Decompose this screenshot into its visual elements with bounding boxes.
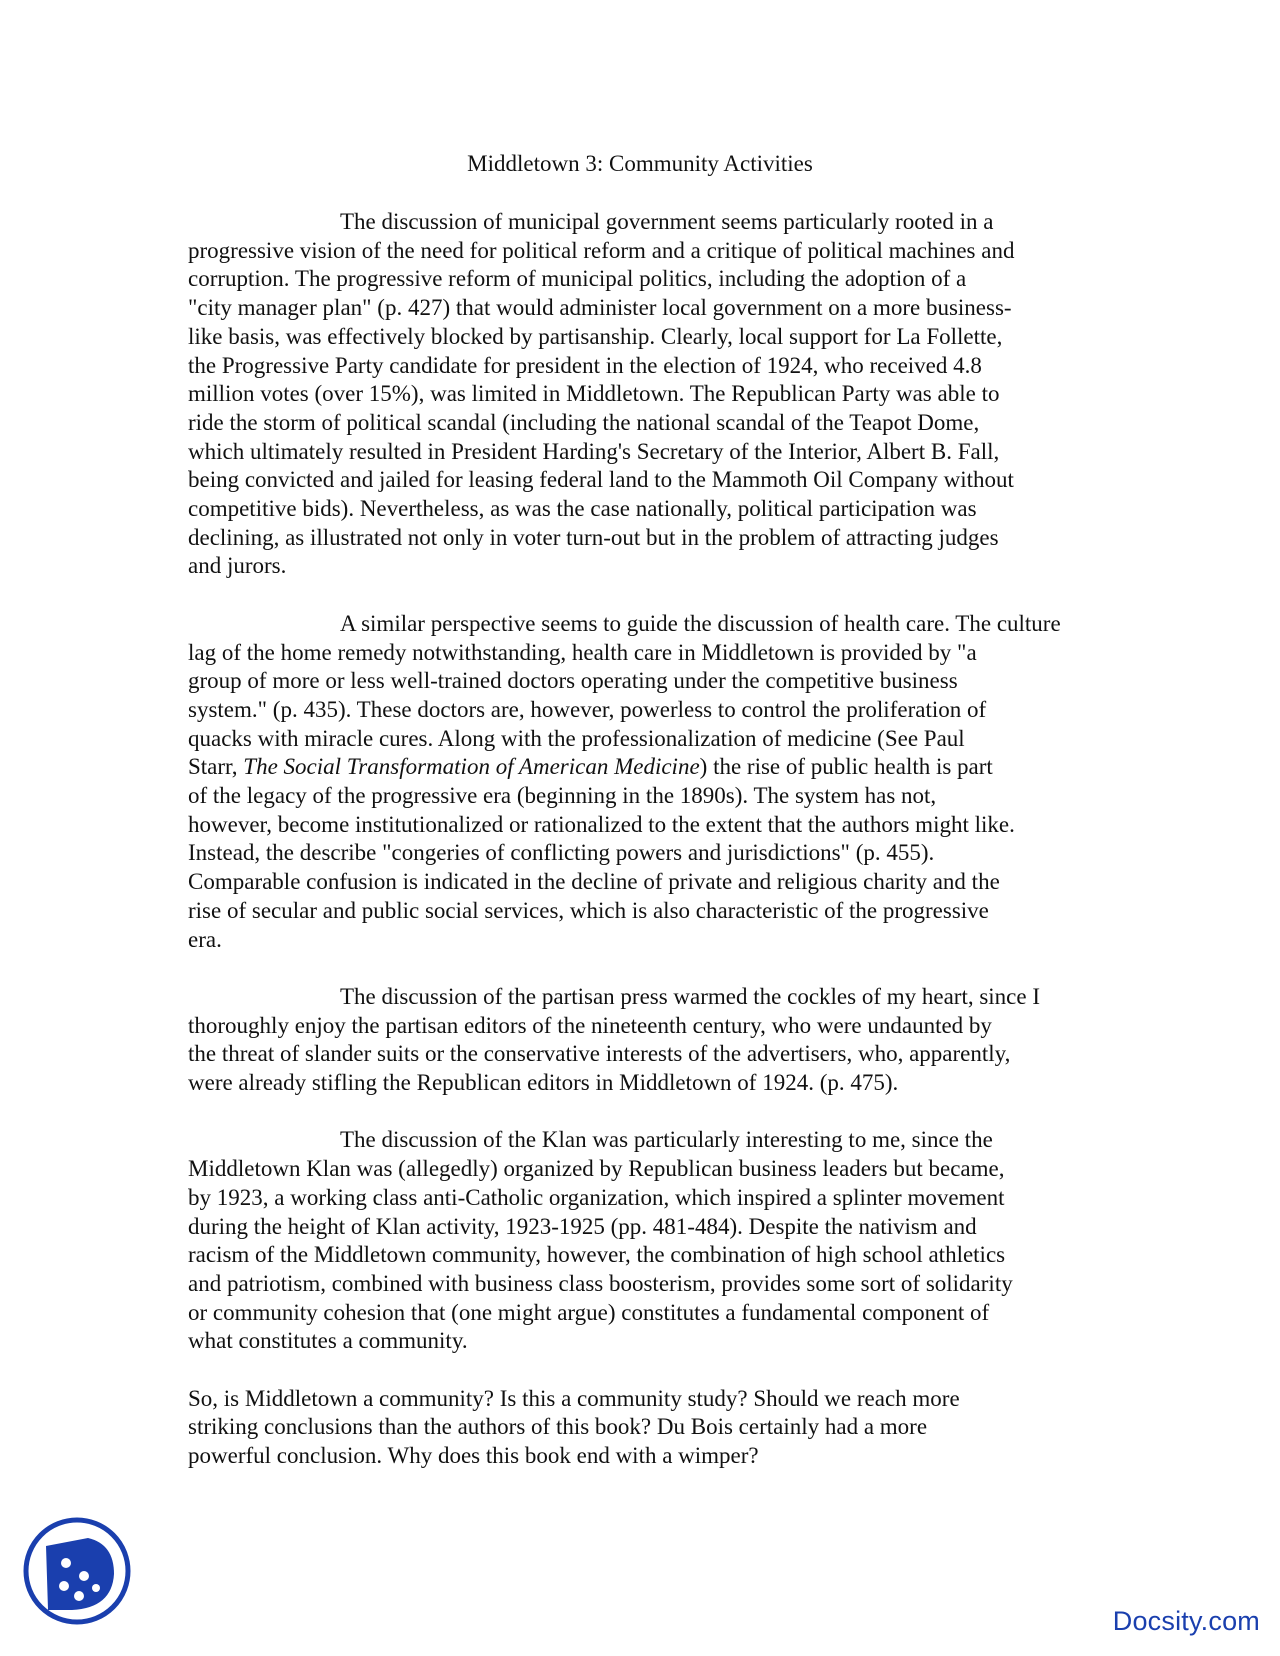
text-line: progressive vision of the need for political reform and a critique of political machines and: [188, 237, 1015, 263]
text-line: The discussion of municipal government seems particularly rooted in a: [340, 209, 994, 234]
text-line: the threat of slander suits or the conservative interests of the advertisers, who, apparently,: [188, 1041, 1011, 1067]
text-line: era.: [188, 926, 222, 952]
paragraph-4: [188, 1126, 1088, 1356]
text-line: like basis, was effectively blocked by partisanship. Clearly, local support for La Follette,: [188, 323, 1003, 349]
text-line: Comparable confusion is indicated in the decline of private and religious charity and the: [188, 869, 1000, 895]
text-line: or community cohesion that (one might argue) constitutes a fundamental component of: [188, 1299, 990, 1325]
text-line: So, is Middletown a community? Is this a community study? Should we reach more: [188, 1385, 960, 1411]
text-line-with-italic-title: [188, 753, 1088, 782]
text-line: "city manager plan" (p. 427) that would administer local government on a more business-: [188, 295, 1012, 321]
text-line: group of more or less well-trained doctors operating under the competitive business: [188, 668, 958, 694]
paragraph-5: [188, 1385, 1088, 1471]
document-body: [188, 208, 1088, 1500]
text-line: which ultimately resulted in President Harding's Secretary of the Interior, Albert B. Fall,: [188, 438, 1000, 464]
text-line: of the legacy of the progressive era (beginning in the 1890s). The system has not,: [188, 783, 937, 809]
text-line: Instead, the describe "congeries of conflicting powers and jurisdictions" (p. 455).: [188, 840, 935, 866]
text-fragment: Starr,: [188, 754, 244, 780]
text-line: however, become institutionalized or rationalized to the extent that the authors might like.: [188, 811, 1015, 837]
paragraph-1: [188, 208, 1088, 581]
book-title: The Social Transformation of American Medicine: [243, 754, 700, 780]
text-line: being convicted and jailed for leasing federal land to the Mammoth Oil Company without: [188, 467, 1014, 493]
paragraph-2: [188, 610, 1088, 954]
text-fragment: ) the rise of public health is part: [699, 754, 993, 780]
text-line: what constitutes a community.: [188, 1328, 468, 1354]
text-line: Middletown Klan was (allegedly) organized by Republican business leaders but became,: [188, 1156, 1005, 1182]
text-line: thoroughly enjoy the partisan editors of the nineteenth century, who were undaunted by: [188, 1012, 992, 1038]
docsity-logo-icon: [22, 1516, 132, 1626]
text-line: ride the storm of political scandal (including the national scandal of the Teapot Dome,: [188, 409, 980, 435]
paragraph-3: [188, 983, 1088, 1098]
text-line: rise of secular and public social services, which is also characteristic of the progressive: [188, 897, 989, 923]
text-line: lag of the home remedy notwithstanding, health care in Middletown is provided by "a: [188, 639, 977, 665]
text-line: The discussion of the Klan was particularly interesting to me, since the: [340, 1127, 993, 1153]
text-line: striking conclusions than the authors of this book? Du Bois certainly had a more: [188, 1414, 928, 1440]
text-line: The discussion of the partisan press warmed the cockles of my heart, since I: [340, 983, 1041, 1009]
text-line: corruption. The progressive reform of municipal politics, including the adoption of a: [188, 266, 967, 292]
text-line: were already stifling the Republican editors in Middletown of 1924. (p. 475).: [188, 1070, 899, 1096]
text-line: million votes (over 15%), was limited in Middletown. The Republican Party was able to: [188, 381, 1000, 407]
text-line: powerful conclusion. Why does this book end with a wimper?: [188, 1443, 759, 1469]
text-line: during the height of Klan activity, 1923-1925 (pp. 481-484). Despite the nativism and: [188, 1213, 977, 1239]
text-line: the Progressive Party candidate for president in the election of 1924, who received 4.8: [188, 352, 982, 378]
text-line: declining, as illustrated not only in voter turn-out but in the problem of attracting judges: [188, 524, 999, 550]
text-line: system." (p. 435). These doctors are, however, powerless to control the proliferation of: [188, 696, 987, 722]
text-line: competitive bids). Nevertheless, as was the case nationally, political participation was: [188, 496, 977, 522]
text-line: and jurors.: [188, 553, 287, 579]
text-line: and patriotism, combined with business class boosterism, provides some sort of solidarity: [188, 1270, 1013, 1296]
page-title: Middletown 3: Community Activities: [467, 151, 813, 176]
text-line: quacks with miracle cures. Along with the professionalization of medicine (See Paul: [188, 725, 965, 751]
text-line: racism of the Middletown community, however, the combination of high school athletics: [188, 1242, 1006, 1268]
docsity-watermark: Docsity.com: [1112, 1606, 1260, 1636]
text-line: by 1923, a working class anti-Catholic organization, which inspired a splinter movement: [188, 1184, 1005, 1210]
text-line: A similar perspective seems to guide the discussion of health care. The culture: [340, 610, 1061, 636]
